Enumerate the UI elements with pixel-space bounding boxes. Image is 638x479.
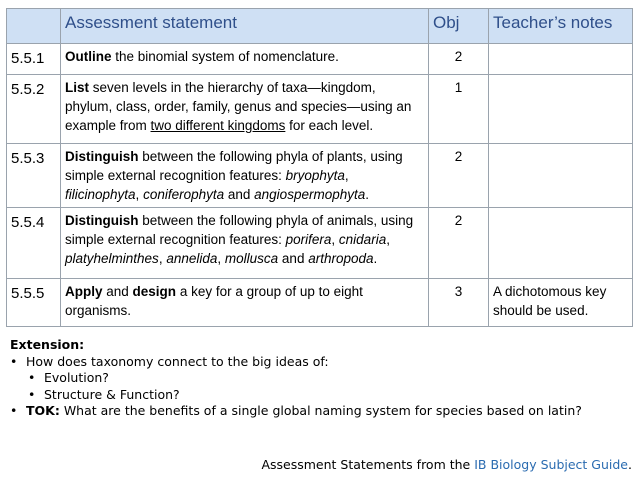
teacher-notes [489,208,633,279]
bullet: • [10,403,18,418]
text-run: , [135,187,144,202]
teacher-notes: A dichotomous key should be used. [489,279,633,327]
statement-id: 5.5.4 [7,208,61,279]
statement-text [61,144,429,208]
bullet: • [10,353,18,369]
taxon-name: platyhelminthes [65,251,159,266]
teacher-notes [489,75,633,144]
source-credit [261,457,632,472]
statement-text [61,75,429,144]
objective-level: 3 [429,279,489,327]
source-suffix: . [628,457,632,472]
text-run: between the following phyla of plants, using simple external recognition features: [65,149,403,183]
text-run: . [373,251,378,266]
text-run: , [344,168,349,183]
objective-level: 1 [429,75,489,144]
text-run: , [331,232,339,247]
taxon-name: annelida [166,251,218,266]
taxon-name: filicinophyta [65,187,136,202]
underlined-text: two different kingdoms [150,118,286,133]
header-id [7,9,61,44]
emphasis-verb: Distinguish [65,149,139,164]
statement-id: 5.5.2 [7,75,61,144]
taxon-name: arthropoda [308,251,374,266]
text-run: for each level. [285,118,374,133]
text-run: , [158,251,167,266]
emphasis-verb: design [132,284,177,299]
header-statement: Assessment statement [61,9,429,44]
extension-heading: Extension: [10,337,85,352]
header-notes: Teacher’s notes [489,9,633,44]
objective-level: 2 [429,44,489,75]
teacher-notes [489,144,633,208]
emphasis-verb: Distinguish [65,213,139,228]
table-header-row [7,9,633,44]
text-run: and [102,284,133,299]
text-run: , [386,232,390,247]
text-run: a key for a group of up to eight organisms. [65,284,363,318]
table-row [7,279,633,327]
table-row [7,144,633,208]
subitem-text: Evolution? [44,370,109,385]
extension-question [10,354,630,371]
text-run: between the following phyla of animals, using simple external recognition features: [65,213,414,247]
table-row [7,208,633,279]
taxon-name: angiospermophyta [254,187,366,202]
table-row [7,75,633,144]
extension-subitem [10,387,630,404]
tok-label: TOK: [26,403,60,418]
statement-text [61,44,429,75]
taxon-name: bryophyta [285,168,345,183]
text-run: . [365,187,369,202]
taxon-name: porifera [285,232,332,247]
objective-level: 2 [429,144,489,208]
extension-subitem [10,370,630,387]
objective-level: 2 [429,208,489,279]
extension-section [10,337,630,420]
taxon-name: mollusca [224,251,279,266]
text-run: the binomial system of nomenclature. [111,49,339,64]
statement-id: 5.5.1 [7,44,61,75]
bullet: • [28,370,36,385]
subitem-text: Structure & Function? [44,386,180,402]
tok-text: What are the benefits of a single global naming system for species based on latin? [59,403,582,418]
taxon-name: cnidaria [338,232,387,247]
subject-guide-link[interactable]: IB Biology Subject Guide [474,457,629,472]
question-text: How does taxonomy connect to the big ideas of: [26,353,329,369]
text-run: and [278,251,309,266]
statement-id: 5.5.5 [7,279,61,327]
statement-text [61,208,429,279]
text-run: and [224,187,255,202]
tok-question [10,403,630,420]
emphasis-verb: Apply [65,284,103,299]
teacher-notes [489,44,633,75]
header-obj: Obj [429,9,489,44]
emphasis-verb: Outline [65,49,112,64]
assessment-table [6,8,633,327]
emphasis-verb: List [65,80,90,95]
text-run: , [217,251,225,266]
text-run: seven levels in the hierarchy of taxa—kingdom, phylum, class, order, family, genus and species—using an example from [65,80,412,133]
statement-id: 5.5.3 [7,144,61,208]
table-row [7,44,633,75]
bullet: • [28,386,36,402]
taxon-name: coniferophyta [143,187,225,202]
source-prefix: Assessment Statements from the [261,457,475,472]
statement-text [61,279,429,327]
